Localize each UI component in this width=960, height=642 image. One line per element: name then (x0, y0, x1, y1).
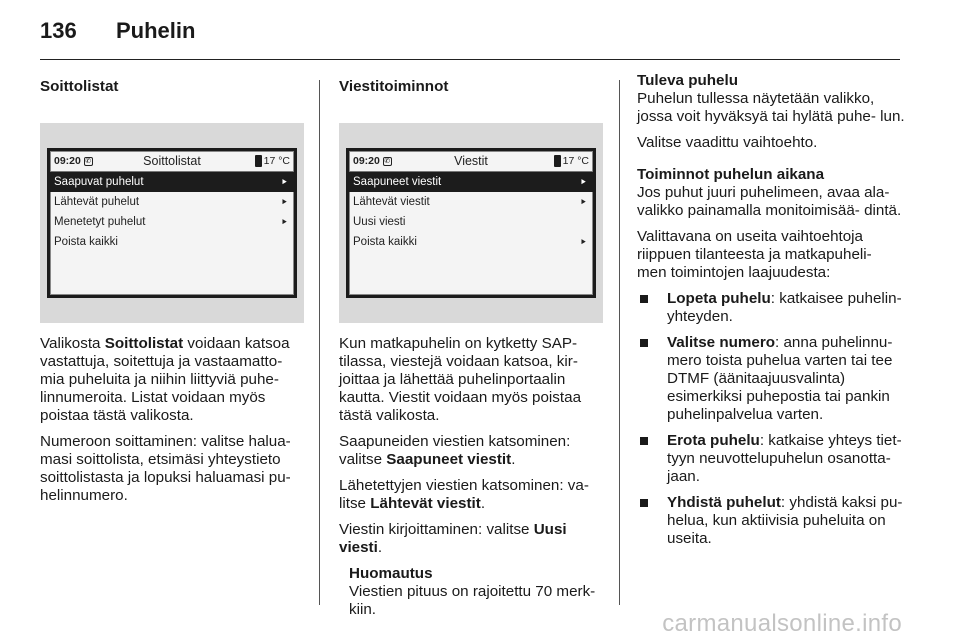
bullet-square-icon (640, 295, 648, 303)
section-heading-soittolistat: Soittolistat (40, 78, 119, 95)
paragraph: Viestin kirjoittaminen: valitse Uusi viesti. (339, 521, 567, 556)
screen-menu-item (349, 232, 593, 252)
arrow-right-icon: ⯈ (579, 197, 587, 207)
screen-menu-item (349, 212, 593, 232)
list-item: Valitse numero: anna puhelinnu‐ mero toista puhelua varten tai tee DTMF (äänitaajuusvalinta) esimerkiksi puhepostia tai pankin puhelinpalvelua varten. (640, 334, 905, 424)
paragraph: Valittavana on useita vaihtoehtoja riippuen tilanteesta ja matkapuheli‐ men toimintojen laajuudesta: (637, 228, 872, 281)
screen-menu-item (349, 172, 593, 192)
column-divider-2 (619, 80, 620, 605)
paragraph: Lähetettyjen viestien katsominen: va‐ litse Lähtevät viestit. (339, 477, 589, 512)
paragraph: Puhelun tullessa näytetään valikko, jossa voit hyväksyä tai hylätä puhe‐ lun. (637, 90, 905, 125)
screen-menu-item (50, 212, 294, 232)
page-header (40, 18, 195, 48)
menu-item-label: Poista kaikki (353, 236, 417, 248)
chapter-title: Puhelin (116, 18, 196, 43)
list-item: Erota puhelu: katkaise yhteys tiet‐ tyyn neuvottelupuhelun osanotta‐ jaan. (640, 432, 905, 486)
bullet-square-icon (640, 437, 648, 445)
screen-menu-item (50, 232, 294, 252)
phone-icon: ✆ (384, 157, 391, 165)
paragraph: Valitse vaadittu vaihtoehto. (637, 134, 818, 151)
screen-menu-item (349, 192, 593, 212)
screen-status-bar (349, 151, 593, 172)
menu-item-label: Poista kaikki (54, 236, 118, 248)
thermometer-icon (255, 155, 262, 167)
screen-time: 09:20 (54, 155, 81, 167)
list-item: Yhdistä puhelut: yhdistä kaksi pu‐ helua, kun aktiivisia puheluita on useita. (640, 494, 905, 548)
screen-temperature (255, 154, 290, 168)
paragraph: Kun matkapuhelin on kytketty SAP- tilassa, viestejä voidaan katsoa, kir‐ joittaa ja lähettää puhelinportaalin kautta. Viestit voidaan myös poistaa tästä valikosta. (339, 335, 582, 424)
column-2 (339, 72, 601, 627)
paragraph: Numeroon soittaminen: valitse halua‐ masi soittolista, etsimäsi yhteystieto soittolistasta ja lopuksi haluamasi pu‐ helinnumero. (40, 433, 291, 504)
screen-menu-item (50, 172, 294, 192)
menu-item-label: Lähtevät puhelut (54, 196, 140, 208)
temperature-value: 17 °C (562, 155, 589, 167)
paragraph: Valikosta Soittolistat voidaan katsoa vastattuja, soitettuja ja vastaamatto‐ mia puheluita ja niihin liittyviä puhe‐ linnumeroita. Listat voidaan myös poistaa tästä valikosta. (40, 335, 290, 424)
arrow-right-icon: ⯈ (280, 217, 288, 227)
bullet-square-icon (640, 499, 648, 507)
menu-item-label: Lähtevät viestit (353, 196, 430, 208)
arrow-right-icon: ⯈ (280, 197, 288, 207)
screen-temperature (554, 154, 589, 168)
page-number: 136 (40, 18, 77, 43)
list-item: Lopeta puhelu: katkaisee puhelin‐ yhteyden. (640, 290, 905, 326)
screen-menu-item (50, 192, 294, 212)
paragraph: Saapuneiden viestien katsominen: valitse Saapuneet viestit. (339, 433, 571, 468)
screen-image-viestit (339, 123, 603, 323)
options-list (637, 290, 905, 548)
temperature-value: 17 °C (263, 155, 290, 167)
arrow-right-icon: ⯈ (280, 177, 288, 187)
screen-status-bar (50, 151, 294, 172)
section-heading-viestitoiminnot: Viestitoiminnot (339, 78, 449, 95)
screen-title: Soittolistat (143, 154, 201, 168)
display-screen (346, 148, 596, 298)
phone-icon: ✆ (85, 157, 92, 165)
arrow-right-icon: ⯈ (579, 177, 587, 187)
note-heading: Huomautus (349, 565, 433, 582)
arrow-right-icon: ⯈ (579, 237, 587, 247)
display-screen (47, 148, 297, 298)
screen-title: Viestit (454, 154, 488, 168)
column-divider-1 (319, 80, 320, 605)
note-box (339, 565, 601, 619)
section-heading-tuleva-puhelu: Tuleva puhelu (637, 72, 738, 89)
menu-item-label: Uusi viesti (353, 216, 406, 228)
thermometer-icon (554, 155, 561, 167)
note-text: Viestien pituus on rajoitettu 70 merk‐ kiin. (349, 583, 596, 618)
paragraph: Jos puhut juuri puhelimeen, avaa ala‐ valikko painamalla monitoimisää‐ dintä. (637, 184, 902, 219)
section-heading-toiminnot: Toiminnot puhelun aikana (637, 166, 825, 183)
menu-item-label: Saapuneet viestit (353, 176, 442, 188)
menu-item-label: Menetetyt puhelut (54, 216, 146, 228)
screen-time: 09:20 (353, 155, 380, 167)
watermark: carmanualsonline.info (662, 610, 902, 637)
header-divider (40, 59, 900, 60)
menu-item-label: Saapuvat puhelut (54, 176, 144, 188)
screen-image-soittolistat (40, 123, 304, 323)
column-3 (637, 72, 905, 556)
bullet-square-icon (640, 339, 648, 347)
column-1 (40, 72, 302, 513)
